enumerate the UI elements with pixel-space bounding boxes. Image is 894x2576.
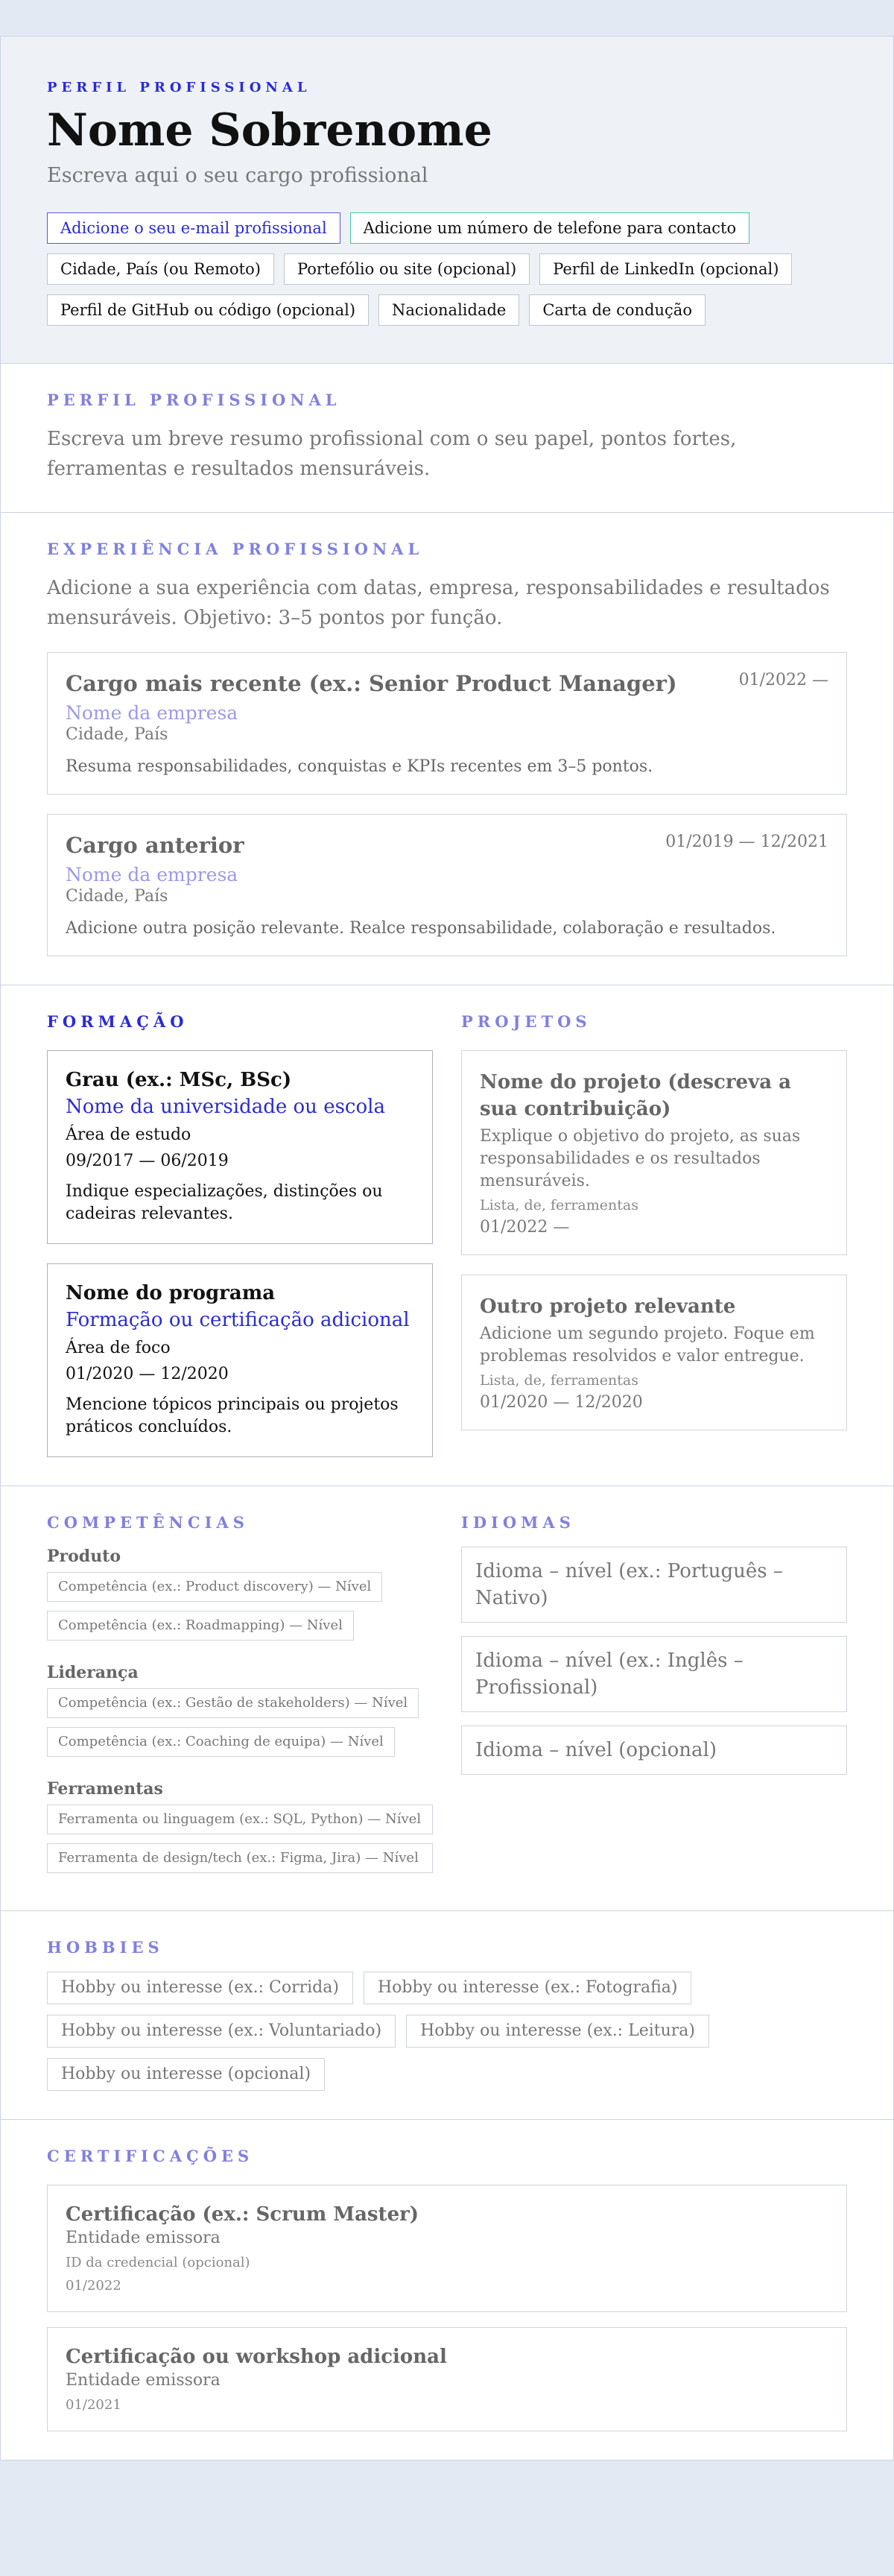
hobby-chip[interactable]: Hobby ou interesse (ex.: Voluntariado) [47,2015,396,2048]
edu-description: Mencione tópicos principais ou projetos práticos concluídos. [66,1395,399,1436]
cert-issuer: Entidade emissora [66,2229,221,2247]
project-title: Outro projeto relevante [480,1295,736,1318]
cert-issuer: Entidade emissora [66,2371,221,2390]
hobby-chips [47,1972,847,2091]
section-title: FORMAÇÃO [47,1012,188,1031]
project-description: Adicione um segundo projeto. Foque em problemas resolvidos e valor entregue. [480,1325,815,1366]
job-dates: 01/2019 — 12/2021 [665,833,828,851]
school: Formação ou certificação adicional [66,1309,410,1331]
skill-chip[interactable]: Competência (ex.: Gestão de stakeholders) — Nível [47,1688,419,1718]
github-chip[interactable]: Perfil de GitHub ou código (opcional) [47,294,369,326]
project-tools: Lista, de, ferramentas [480,1197,638,1213]
experience-section [1,513,893,985]
hobbies-section [1,1911,893,2120]
education-column [47,1012,433,1457]
hobby-chip[interactable]: Hobby ou interesse (ex.: Fotografia) [364,1972,692,2004]
certification-card[interactable] [47,2327,847,2431]
skill-chip[interactable]: Ferramenta ou linguagem (ex.: SQL, Python) — Nível [47,1805,433,1834]
skill-group-label: Liderança [47,1663,139,1682]
header-eyebrow: PERFIL PROFISSIONAL [47,80,311,95]
section-title: COMPETÊNCIAS [47,1513,249,1532]
field: Área de estudo [66,1126,191,1144]
projects-column [461,1012,847,1457]
job-card[interactable] [47,814,847,956]
section-title: HOBBIES [47,1938,164,1957]
project-description: Explique o objetivo do projeto, as suas responsabilidades e os resultados mensuráveis. [480,1127,801,1190]
skill-group-label: Ferramentas [47,1779,163,1799]
education-card[interactable] [47,1263,433,1457]
section-title: IDIOMAS [461,1513,575,1532]
cert-date: 01/2021 [66,2397,121,2413]
job-company: Nome da empresa [66,864,238,886]
profile-section [1,364,893,513]
cert-credential: ID da credencial (opcional) [66,2255,250,2270]
cert-date: 01/2022 [66,2278,121,2294]
job-company: Nome da empresa [66,702,238,724]
hobby-chip[interactable]: Hobby ou interesse (ex.: Leitura) [406,2015,709,2048]
experience-intro: Adicione a sua experiência com datas, empresa, responsabilidades e resultados mensuráveis. Objetivo: 3–5 pontos por função. [47,577,830,629]
skill-chip[interactable]: Ferramenta de design/tech (ex.: Figma, Jira) — Nível [47,1843,433,1873]
portfolio-chip[interactable]: Portefólio ou site (opcional) [284,253,530,285]
job-description: Adicione outra posição relevante. Realce responsabilidade, colaboração e resultados. [66,919,776,938]
education-projects-section [1,985,893,1486]
language-item[interactable]: Idioma – nível (opcional) [461,1726,847,1775]
phone-chip[interactable]: Adicione um número de telefone para contacto [350,212,749,244]
section-title: PROJETOS [461,1012,592,1031]
job-description: Resuma responsabilidades, conquistas e KPIs recentes em 3–5 pontos. [66,757,653,776]
job-title: Cargo anterior [66,833,244,858]
job-card[interactable] [47,652,847,795]
project-title: Nome do projeto (descreva a sua contribuição) [480,1071,791,1120]
project-card[interactable] [461,1275,847,1430]
skills-languages-section [1,1486,893,1911]
skill-chip[interactable]: Competência (ex.: Product discovery) — Nível [47,1572,382,1602]
hobby-chip[interactable]: Hobby ou interesse (ex.: Corrida) [47,1972,353,2004]
full-name[interactable]: Nome Sobrenome [47,104,492,157]
education-card[interactable] [47,1050,433,1244]
job-city: Cidade, País [66,887,168,906]
skill-chip[interactable]: Competência (ex.: Roadmapping) — Nível [47,1611,354,1641]
job-city: Cidade, País [66,725,168,744]
job-dates: 01/2022 — [738,671,828,689]
job-title: Cargo mais recente (ex.: Senior Product Manager) [66,671,677,696]
language-item[interactable]: Idioma – nível (ex.: Inglês – Profissional) [461,1636,847,1712]
skill-group-label: Produto [47,1547,121,1566]
edu-dates: 01/2020 — 12/2020 [66,1365,229,1383]
driving-license-chip[interactable]: Carta de condução [529,294,706,326]
degree: Nome do programa [66,1282,276,1304]
certification-card[interactable] [47,2185,847,2312]
skill-chip[interactable]: Competência (ex.: Coaching de equipa) — Nível [47,1727,395,1757]
language-item[interactable]: Idioma – nível (ex.: Português – Nativo) [461,1547,847,1623]
nationality-chip[interactable]: Nacionalidade [378,294,519,326]
resume-header [1,37,893,364]
degree: Grau (ex.: MSc, BSc) [66,1069,292,1091]
field: Área de foco [66,1339,171,1357]
edu-dates: 09/2017 — 06/2019 [66,1152,229,1170]
profile-text[interactable]: Escreva um breve resumo profissional com o seu papel, pontos fortes, ferramentas e resultados mensuráveis. [47,428,737,480]
section-title: EXPERIÊNCIA PROFISSIONAL [47,540,424,558]
school: Nome da universidade ou escola [66,1096,385,1118]
project-card[interactable] [461,1050,847,1255]
section-title: CERTIFICAÇÕES [47,2147,254,2165]
cert-title: Certificação (ex.: Scrum Master) [66,2203,419,2226]
project-dates: 01/2020 — 12/2020 [480,1393,643,1412]
skills-column [47,1513,433,1882]
linkedin-chip[interactable]: Perfil de LinkedIn (opcional) [539,253,792,285]
location-chip[interactable]: Cidade, País (ou Remoto) [47,253,274,285]
contact-chips [47,212,847,326]
project-dates: 01/2022 — [480,1218,570,1237]
languages-column [461,1513,847,1882]
hobby-chip[interactable]: Hobby ou interesse (opcional) [47,2058,325,2091]
email-chip[interactable]: Adicione o seu e-mail profissional [47,212,340,244]
section-title: PERFIL PROFISSIONAL [47,391,341,409]
cert-title: Certificação ou workshop adicional [66,2346,447,2368]
job-role[interactable]: Escreva aqui o seu cargo profissional [47,164,428,187]
edu-description: Indique especializações, distinções ou cadeiras relevantes. [66,1182,383,1223]
certifications-section [1,2120,893,2460]
project-tools: Lista, de, ferramentas [480,1372,638,1389]
resume-page [0,36,894,2460]
